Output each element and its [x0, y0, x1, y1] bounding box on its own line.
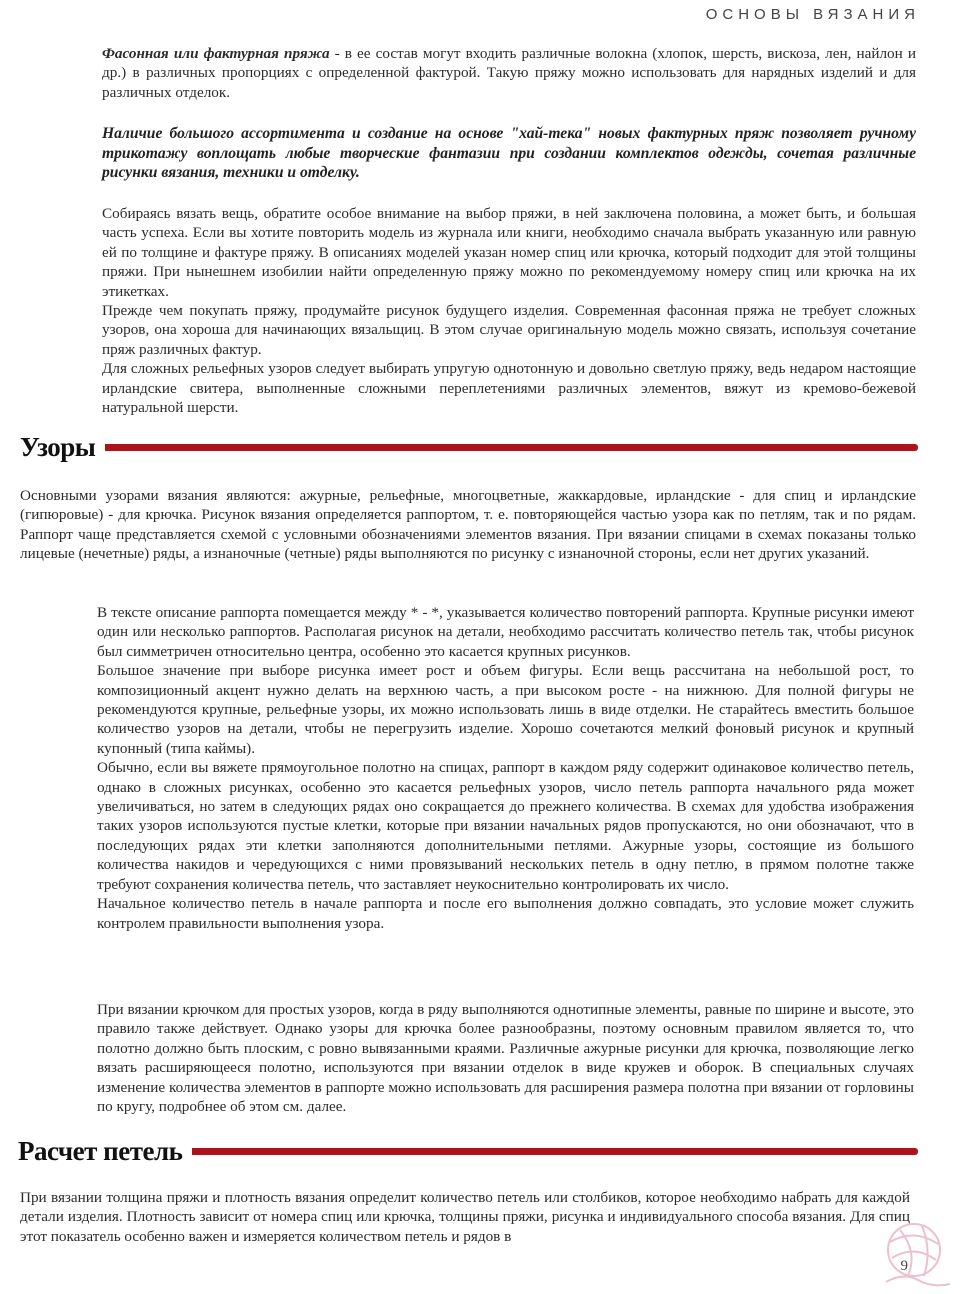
patterns-intro: Основными узорами вязания являются: ажурные, рельефные, многоцветные, жаккардовые, ирландские - для спиц и ирландские (гипюровые) - для крючка. Рисунок вязания определяется раппортом, т. е. повторяющейся частью узора как по петлям, так и по рядам. Раппорт чаще представляется схемой с условными обозначениями элементов вязания. При вязании спицами в схемах показаны только лицевые (нечетные) ряды, а изнаночные (четные) ряды выполняются по рисунку с изнаночной стороны, если нет других указаний. [20, 487, 916, 563]
stitches-rule [192, 1148, 918, 1155]
yarn-paragraph-2: Прежде чем покупать пряжу, продумайте рисунок будущего изделия. Современная фасонная пряжа не требует сложных узоров, она хороша для начинающих вязальщиц. В этом случае оригинальную модель можно связать, используя сочетание пряж различных фактур. [102, 302, 916, 358]
yarn-paragraph-3: Для сложных рельефных узоров следует выбирать упругую однотонную и довольно светлую пряжу, ведь недаром настоящие ирландские свитера, выполненные сложными переплетениями различных элементов, вяжут из кремово-бежевой натуральной шерсти. [102, 360, 916, 417]
patterns-rule [105, 444, 918, 451]
stitches-heading [18, 1136, 918, 1167]
patterns-paragraph-3: Обычно, если вы вяжете прямоугольное полотно на спицах, раппорт в каждом ряду содержит одинаковое количество петель, однако в сложных рисунках, особенно это касается рельефных узоров, число петель раппорта начального ряда может увеличиваться, но затем в следующих рядах оно сокращается до прежнего количества. В схемах для удобства изображения таких узоров используются пустые клетки, которые при вязании начальных рядов пропускаются, но они обозначают, что в последующих рядах эти клетки заполняются дополнительными петлями. Ажурные узоры, состоящие из большого количества накидов и чередующихся с ними провязываний нескольких петель в одну петлю, в прямом полотне также требуют сохранения количества петель, что заставляет неукоснительно контролировать их число. [97, 759, 914, 893]
patterns-paragraph-1: В тексте описание раппорта помещается между * - *, указывается количество повторений раппорта. Крупные рисунки имеют один или несколько раппортов. Располагая рисунок на детали, необходимо рассчитать количество петель так, чтобы рисунок был симметричен относительно центра, особенно это касается крупных рисунков. [97, 604, 914, 660]
patterns-paragraph-4: Начальное количество петель в начале раппорта и после его выполнения должно совпадать, это условие может служить контролем правильности выполнения узора. [97, 895, 914, 932]
running-header: ОСНОВЫ ВЯЗАНИЯ [705, 6, 920, 23]
patterns-paragraph-2: Большое значение при выборе рисунка имеет рост и объем фигуры. Если вещь рассчитана на небольшой рост, то композиционный акцент нужно делать на верхнюю часть, а при высоком росте - на нижнюю. Для полной фигуры не рекомендуются крупные, рельефные узоры, их можно использовать лишь в виде отделки. Не старайтесь вместить большое количество узоров на детали, чтобы не перегрузить изделие. Хорошо сочетаются мелкий фоновый рисунок и крупный купонный (типа каймы). [97, 662, 914, 757]
yarn-ball-decoration [874, 1188, 954, 1288]
yarn-section [102, 204, 916, 417]
page-number: 9 [900, 1258, 908, 1274]
patterns-title: Узоры [20, 432, 96, 462]
intro-paragraph [102, 44, 916, 102]
stitches-title: Расчет петель [18, 1136, 183, 1166]
intro-text: - в ее состав могут входить различные волокна (хлопок, шерсть, вискоза, лен, найлон и др.) в различных пропорциях с определенной фактурой. Такую пряжу можно использовать для нарядных изделий и для различных отделок. [102, 45, 916, 101]
patterns-body [97, 603, 914, 933]
patterns-heading [20, 432, 918, 463]
yarn-paragraph-1: Собираясь вязать вещь, обратите особое внимание на выбор пряжи, в ней заключена половина, а может быть, и большая часть успеха. Если вы хотите повторить модель из журнала или книги, необходимо сначала выбрать указанную или равную ей по толщине и фактуре пряжу. В описаниях моделей указан номер спиц или крючка, который подходит для этой толщины пряжи. При нынешнем изобилии найти определенную пряжу можно по рекомендуемому номеру спиц или крючка на их этикетках. [102, 205, 916, 300]
emphasis-paragraph: Наличие большого ассортимента и создание на основе "хай-тека" новых фактурных пряж позволяет ручному трикотажу воплощать любые творческие фантазии при создании комплектов одежды, сочетая различные рисунки вязания, техники и отделку. [102, 125, 916, 181]
crochet-paragraph: При вязании крючком для простых узоров, когда в ряду выполняются однотипные элементы, равные по ширине и высоте, это правило также действует. Однако узоры для крючка более разнообразны, поэтому основным правилом является то, что полотно должно быть плоским, с ровно вывязанными краями. Различные ажурные рисунки для крючка, позволяющие легко вязать расширяющееся полотно, используются при вязании отделок в виде кружев и оборок. В специальных случаях изменение количества элементов в раппорте можно использовать для расширения размера полотна при вязании от горловины по кругу, подробнее об этом см. далее. [97, 1001, 914, 1116]
stitches-paragraph: При вязании толщина пряжи и плотность вязания определит количество петель или столбиков, которое необходимо набрать для каждой детали изделия. Плотность зависит от номера спиц или крючка, толщины пряжи, рисунка и индивидуального способа вязания. Для спиц этот показатель особенно важен и измеряется количеством петель и рядов в [20, 1189, 910, 1245]
intro-term: Фасонная или фактурная пряжа [102, 45, 330, 62]
